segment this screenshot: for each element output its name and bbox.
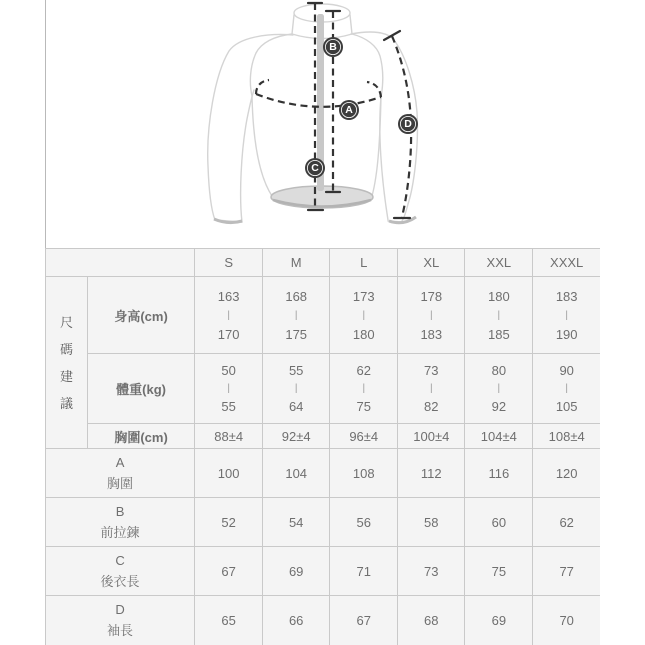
range-min: 90 [559,363,574,378]
size-group-label-char: 碼 [60,341,74,357]
range-max: 183 [420,326,443,342]
range-min: 50 [221,363,236,378]
range-value [533,284,600,347]
value-cell: 58 [398,498,465,547]
value-cell: 60 [465,498,533,547]
range-value [330,284,397,347]
range-min: 180 [487,288,510,304]
measure-name: 前拉鍊 [100,525,140,540]
range-separator: | [497,383,501,394]
value-cell: 67 [195,547,263,596]
range-value [465,284,532,347]
range-separator: | [227,383,230,394]
value-cell [195,277,263,354]
range-separator: | [497,309,501,321]
range-separator: | [429,309,433,321]
value-cell: 75 [465,547,533,596]
measure-badge-c [305,158,325,178]
value-cell: 65 [195,596,263,645]
value-cell: 104 [263,449,330,498]
value-cell [465,277,533,354]
value-cell: 100±4 [398,424,465,449]
value-cell: 73 [398,547,465,596]
measure-name: 後衣長 [100,574,140,589]
value-cell: 100 [195,449,263,498]
range-max: 170 [217,326,240,342]
range-value [533,359,600,418]
value-cell: 67 [330,596,398,645]
measure-row-label-d [46,596,195,645]
range-max: 180 [352,326,375,342]
range-max: 64 [288,399,304,414]
measure-name: 袖長 [107,623,134,639]
value-cell: 69 [263,547,330,596]
value-cell [263,354,330,424]
value-cell [330,277,398,354]
row-label: 身高(cm) [88,277,195,354]
range-max: 175 [285,326,308,342]
value-cell: 68 [398,596,465,645]
value-cell [533,277,600,354]
value-cell: 108 [330,449,398,498]
value-cell: 92±4 [263,424,330,449]
jacket-diagram [0,0,645,248]
range-max: 92 [491,399,507,414]
value-cell: 54 [263,498,330,547]
range-separator: | [294,309,298,321]
size-column-header-xl: XL [398,249,465,277]
value-cell: 62 [533,498,600,547]
value-cell: 104±4 [465,424,533,449]
measure-code: C [115,553,125,568]
range-max: 55 [221,399,236,414]
range-value [330,359,397,418]
range-value [465,359,532,418]
row-label: 胸圍(cm) [88,424,195,449]
badge-letter-b: B [329,41,337,53]
value-cell: 120 [533,449,600,498]
value-cell: 88±4 [195,424,263,449]
range-max: 75 [356,399,371,414]
value-cell: 77 [533,547,600,596]
value-cell: 71 [330,547,398,596]
size-table [45,248,600,645]
size-column-header-m: M [263,249,330,277]
value-cell [398,354,465,424]
value-cell: 108±4 [533,424,600,449]
measure-code: D [115,602,125,618]
measure-code: A [115,455,125,470]
row-label: 體重(kg) [88,354,195,424]
range-separator: | [565,383,568,394]
value-cell [533,354,600,424]
range-value [263,359,329,418]
size-column-header-xxl: XXL [465,249,533,277]
range-value [398,359,464,418]
measure-row-label-c [46,547,195,596]
badge-letter-c: C [311,162,319,174]
measure-name: 胸圍 [107,476,134,491]
value-cell [465,354,533,424]
range-value [398,284,464,347]
range-separator: | [565,309,568,321]
measure-badge-a [339,100,359,120]
size-group-label-char: 議 [60,395,74,411]
value-cell: 66 [263,596,330,645]
range-max: 82 [424,399,439,414]
range-value [195,359,262,418]
value-cell [263,277,330,354]
value-cell [398,277,465,354]
size-group-label-char: 建 [60,368,74,384]
value-cell [195,354,263,424]
range-min: 73 [424,363,439,378]
range-min: 168 [285,288,308,304]
range-max: 185 [487,326,510,342]
measure-row-label-b [46,498,195,547]
range-separator: | [429,383,433,394]
range-max: 105 [555,399,578,414]
size-group-label [46,277,88,449]
range-value [263,284,329,347]
value-cell: 70 [533,596,600,645]
range-min: 80 [491,363,507,378]
table-corner-cell [46,249,195,277]
measure-row-label-a [46,449,195,498]
range-min: 183 [555,288,578,304]
value-cell: 96±4 [330,424,398,449]
measure-badge-b [323,37,343,57]
range-min: 163 [217,288,240,304]
size-column-header-xxxl: XXXL [533,249,600,277]
range-value [195,284,262,347]
value-cell: 56 [330,498,398,547]
badge-letter-a: A [345,104,353,116]
value-cell [330,354,398,424]
body-left-edge [250,34,292,196]
value-cell: 69 [465,596,533,645]
value-cell: 112 [398,449,465,498]
range-min: 55 [288,363,304,378]
range-min: 178 [420,288,443,304]
size-column-header-l: L [330,249,398,277]
measure-badge-d [398,114,418,134]
measure-code: B [115,504,125,519]
range-min: 62 [356,363,371,378]
range-separator: | [362,383,366,394]
range-separator: | [227,309,230,321]
value-cell: 52 [195,498,263,547]
range-max: 190 [555,326,578,342]
range-separator: | [362,309,366,321]
value-cell: 116 [465,449,533,498]
size-group-label-char: 尺 [60,314,74,330]
size-column-header-s: S [195,249,263,277]
range-separator: | [294,383,298,394]
range-min: 173 [352,288,375,304]
badge-letter-d: D [404,118,412,130]
